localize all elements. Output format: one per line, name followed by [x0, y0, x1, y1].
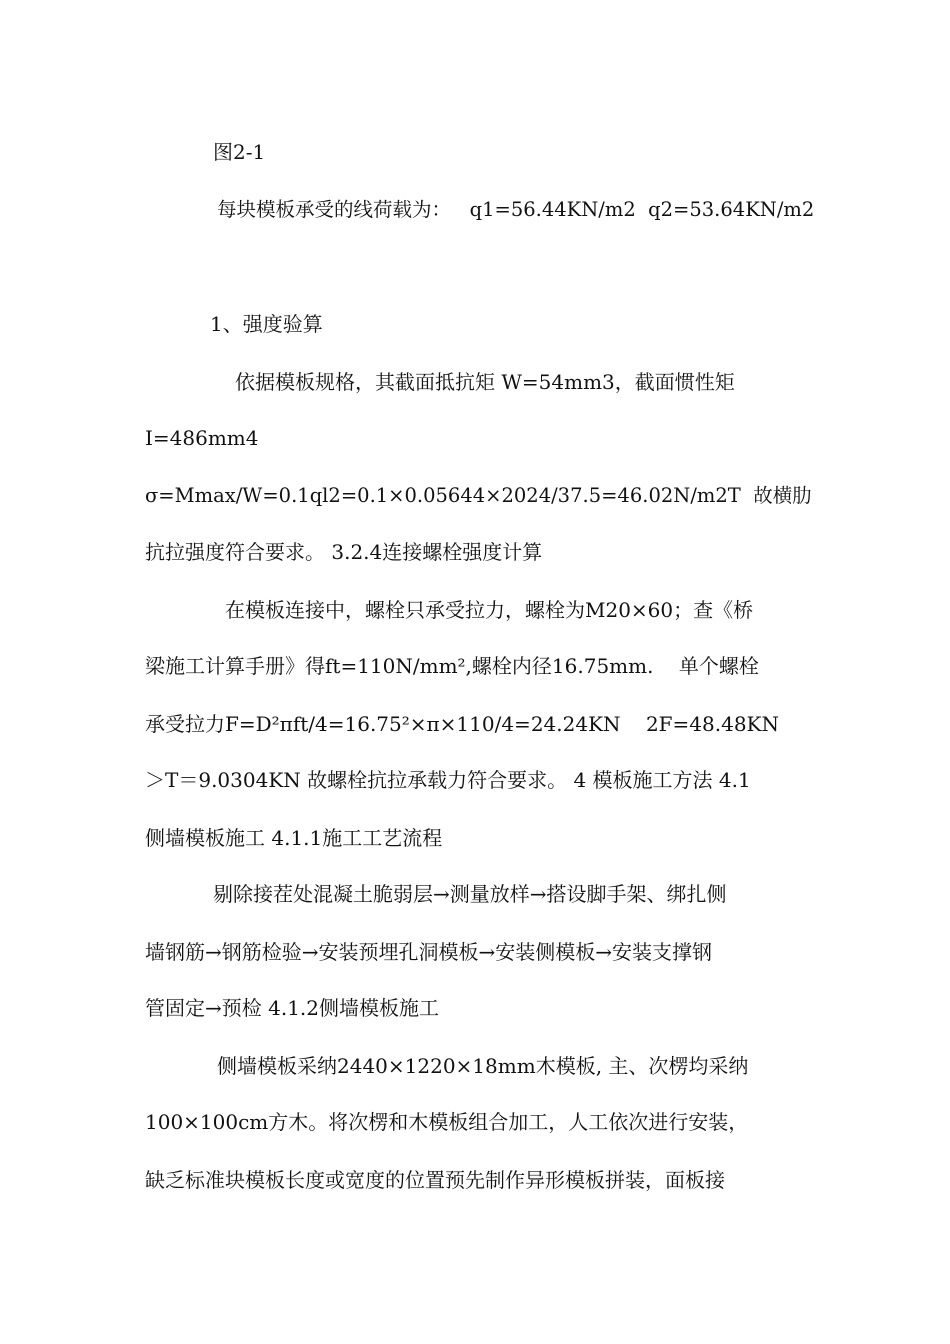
- paragraph-2-line-2: 抗拉强度符合要求。 3.2.4连接螺栓强度计算: [145, 540, 543, 564]
- section-heading: 1、强度验算: [210, 312, 323, 336]
- paragraph-2-line-1: σ=Mmax/W=0.1ql2=0.1×0.05644×2024/37.5=46.02N/m2T 故横肋: [145, 484, 812, 507]
- load-line: 每块模板承受的线荷载为： q1=56.44KN/m2 q2=53.64KN/m2: [217, 198, 815, 221]
- paragraph-3-line-3: 承受拉力F=D²πft/4=16.75²×π×110/4=24.24KN 2F=48.48KN: [145, 712, 780, 736]
- paragraph-4-line-1: 剔除接茬处混凝土脆弱层→测量放样→搭设脚手架、绑扎侧: [213, 882, 727, 906]
- paragraph-1-line-1: 依据模板规格，其截面抵抗矩 W=54mm3，截面惯性矩: [235, 370, 735, 394]
- paragraph-3-line-1: 在模板连接中，螺栓只承受拉力，螺栓为M20×60；查《桥: [225, 598, 754, 622]
- figure-caption: 图2-1: [213, 140, 266, 164]
- paragraph-4-line-2: 墙钢筋→钢筋检验→安装预埋孔洞模板→安装侧模板→安装支撑钢: [145, 940, 713, 964]
- paragraph-5-line-1: 侧墙模板采纳2440×1220×18mm木模板, 主、次楞均采纳: [217, 1054, 749, 1078]
- paragraph-5-line-3: 缺乏标准块模板长度或宽度的位置预先制作异形模板拼装，面板接: [145, 1168, 725, 1192]
- paragraph-1-line-2: I=486mm4: [145, 426, 259, 450]
- paragraph-3-line-5: 侧墙模板施工 4.1.1施工工艺流程: [145, 826, 443, 850]
- paragraph-5-line-2: 100×100cm方木。将次楞和木模板组合加工，人工依次进行安装，: [145, 1110, 749, 1134]
- paragraph-4-line-3: 管固定→预检 4.1.2侧墙模板施工: [145, 996, 440, 1020]
- paragraph-3-line-4: ＞T＝9.0304KN 故螺栓抗拉承载力符合要求。 4 模板施工方法 4.1: [145, 768, 751, 792]
- paragraph-3-line-2: 梁施工计算手册》得ft=110N/mm²,螺栓内径16.75mm. 单个螺栓: [145, 654, 759, 678]
